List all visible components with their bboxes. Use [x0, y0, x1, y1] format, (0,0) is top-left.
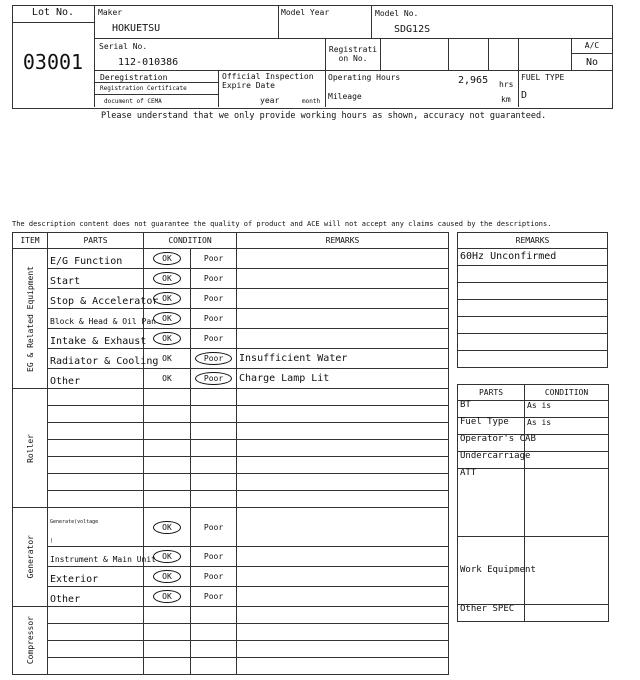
notice-description: The description content does not guarantee the quality of product and ACE will not accept any claims caused by the descriptions. — [12, 220, 552, 228]
part-label: Radiator & Cooling — [50, 356, 159, 367]
blank-cell — [48, 607, 144, 624]
table-row — [13, 508, 449, 547]
parts-row — [458, 418, 609, 435]
table-row — [13, 406, 449, 423]
blank-cell — [144, 607, 191, 624]
section-cell — [13, 249, 48, 389]
parts-row — [458, 435, 609, 452]
table-row — [13, 440, 449, 457]
part-cell — [48, 349, 159, 369]
maker-label: Maker — [98, 8, 123, 17]
table-row — [13, 329, 449, 349]
blank-cell — [191, 491, 237, 508]
parts-box-part: Undercarriage — [458, 452, 525, 469]
table-row — [13, 349, 449, 369]
condition-header: CONDITION — [144, 233, 237, 249]
poor-option[interactable]: Poor — [203, 254, 224, 263]
section-label: Compressor — [25, 616, 35, 665]
part-cell — [48, 289, 159, 309]
remarks-row — [458, 317, 608, 334]
parts-box-part: ATT — [458, 469, 525, 537]
ok-cell[interactable] — [144, 508, 191, 547]
blank-cell — [48, 389, 144, 406]
ok-cell[interactable] — [144, 567, 191, 587]
blank-cell — [191, 423, 237, 440]
part-label: Other — [50, 594, 81, 605]
model-no-label: Model No. — [375, 9, 419, 18]
table-row — [13, 641, 449, 658]
part-label: Other — [50, 376, 81, 387]
remarks-row — [458, 283, 608, 300]
remark-cell — [237, 309, 449, 329]
poor-option[interactable]: Poor — [195, 352, 232, 365]
parts-row — [458, 452, 609, 469]
poor-cell[interactable] — [191, 309, 237, 329]
ac-label: A/C — [584, 41, 600, 50]
reg-box-divider-4 — [518, 38, 519, 70]
table-row — [13, 309, 449, 329]
main-table — [12, 232, 449, 675]
part-cell — [48, 587, 144, 607]
model-year-label: Model Year — [281, 8, 330, 17]
parts-box-condition — [525, 605, 609, 622]
hrs-label: hrs — [499, 80, 514, 89]
poor-cell[interactable] — [191, 567, 237, 587]
part-cell — [48, 508, 144, 547]
poor-option[interactable]: Poor — [203, 552, 224, 561]
lot-value: 03001 — [22, 50, 84, 74]
poor-option[interactable]: Poor — [203, 522, 224, 532]
parts-box-condition: As is — [525, 418, 609, 435]
remarks-line: 60Hz Unconfirmed — [458, 249, 608, 266]
ok-option[interactable]: OK — [153, 252, 181, 265]
remark-cell — [237, 249, 449, 269]
operating-hours-label: Operating Hours — [328, 73, 401, 82]
parts-box-part: Fuel Type — [458, 418, 525, 435]
parts-box-condition — [525, 537, 609, 605]
remarks-line — [458, 266, 608, 283]
fuel-type-label: FUEL TYPE — [521, 73, 565, 82]
parts-box — [457, 384, 609, 622]
year-divider — [371, 5, 372, 38]
remark-cell — [237, 349, 449, 369]
ok-option[interactable]: OK — [153, 590, 181, 603]
blank-cell — [48, 440, 144, 457]
blank-cell — [191, 607, 237, 624]
ok-option[interactable]: OK — [153, 570, 181, 583]
parts-box-part: Operator's CAB — [458, 435, 525, 452]
ac-value: No — [585, 57, 599, 68]
ok-option[interactable]: OK — [153, 332, 181, 345]
remarks-line — [458, 351, 608, 368]
lot-label: Lot No. — [31, 7, 75, 18]
blank-cell — [237, 624, 449, 641]
maker-value: HOKUETSU — [112, 23, 161, 34]
part-label: Generate(voltage ) — [50, 519, 99, 544]
blank-cell — [237, 474, 449, 491]
maker-divider — [278, 5, 279, 38]
remark-cell — [237, 329, 449, 349]
table-row — [13, 607, 449, 624]
blank-cell — [144, 440, 191, 457]
parts-box-parts-header: PARTS — [458, 385, 525, 401]
section-label: Roller — [25, 433, 35, 463]
poor-cell[interactable] — [191, 329, 237, 349]
remark-text: Insufficient Water — [239, 352, 348, 364]
blank-cell — [48, 457, 144, 474]
blank-cell — [191, 457, 237, 474]
parts-box-part: Other SPEC — [458, 605, 525, 622]
ok-option[interactable]: OK — [162, 354, 172, 363]
dereg-line-1 — [95, 82, 218, 83]
ok-cell[interactable] — [144, 249, 191, 269]
ac-mid — [571, 53, 612, 54]
mileage-label: Mileage — [328, 92, 362, 101]
serial-label: Serial No. — [99, 42, 148, 51]
table-row — [13, 369, 449, 389]
ok-option[interactable]: OK — [153, 312, 181, 325]
remarks-row — [458, 249, 608, 266]
reg-box-divider-3 — [488, 38, 489, 70]
remarks-row — [458, 334, 608, 351]
ok-option[interactable]: OK — [153, 272, 181, 285]
table-row — [13, 423, 449, 440]
remark-cell — [237, 289, 449, 309]
poor-cell[interactable] — [191, 547, 237, 567]
fuel-divider — [518, 70, 519, 107]
blank-cell — [144, 389, 191, 406]
ok-cell[interactable] — [144, 587, 191, 607]
section-cell — [13, 508, 48, 607]
table-row — [13, 457, 449, 474]
remark-cell — [237, 369, 449, 389]
parts-row — [458, 605, 609, 622]
remark-cell — [237, 269, 449, 289]
parts-box-condition — [525, 435, 609, 452]
parts-box-condition — [525, 452, 609, 469]
remarks-line — [458, 300, 608, 317]
table-row — [13, 658, 449, 675]
table-row — [13, 491, 449, 508]
part-label: E/G Function — [50, 256, 123, 267]
ok-option[interactable]: OK — [162, 374, 172, 383]
reg-box-divider-1 — [380, 38, 381, 70]
blank-cell — [191, 624, 237, 641]
inspection-label: Official Inspection Expire Date — [222, 72, 314, 90]
remarks-row — [458, 300, 608, 317]
part-cell — [48, 309, 156, 329]
part-label: Intake & Exhaust — [50, 336, 147, 347]
table-row — [13, 587, 449, 607]
poor-cell[interactable] — [191, 269, 237, 289]
blank-cell — [48, 491, 144, 508]
ok-cell[interactable] — [144, 329, 191, 349]
km-label: km — [501, 95, 511, 104]
blank-cell — [48, 423, 144, 440]
blank-cell — [144, 641, 191, 658]
poor-option[interactable]: Poor — [203, 294, 224, 303]
poor-option[interactable]: Poor — [203, 592, 224, 601]
poor-option[interactable]: Poor — [203, 572, 224, 581]
ok-cell[interactable] — [144, 269, 191, 289]
parts-box-condition-header: CONDITION — [525, 385, 609, 401]
parts-row — [458, 537, 609, 605]
blank-cell — [237, 423, 449, 440]
remarks-line — [458, 317, 608, 334]
blank-cell — [237, 406, 449, 423]
poor-cell[interactable] — [191, 587, 237, 607]
poor-cell[interactable] — [191, 508, 237, 547]
blank-cell — [191, 389, 237, 406]
poor-option[interactable]: Poor — [203, 274, 224, 283]
table-row — [13, 474, 449, 491]
remarks-line — [458, 283, 608, 300]
parts-box-condition: As is — [525, 401, 609, 418]
blank-cell — [237, 658, 449, 675]
blank-cell — [144, 474, 191, 491]
part-cell — [48, 329, 147, 349]
remark-text: Charge Lamp Lit — [239, 372, 330, 384]
part-label: Instrument & Main Unit — [50, 555, 156, 564]
blank-cell — [144, 423, 191, 440]
reg-cert-label: Registration Certificate — [100, 85, 187, 92]
table-row — [13, 269, 449, 289]
blank-cell — [237, 457, 449, 474]
parts-header: PARTS — [48, 233, 144, 249]
blank-cell — [191, 641, 237, 658]
remarks-box — [457, 232, 608, 368]
table-row — [13, 249, 449, 269]
blank-cell — [144, 491, 191, 508]
blank-cell — [48, 641, 144, 658]
month-label: month — [302, 98, 321, 105]
remark-cell — [237, 547, 449, 567]
dereg-line-2 — [95, 94, 218, 95]
table-row — [13, 389, 449, 406]
parts-row — [458, 401, 609, 418]
parts-row — [458, 469, 609, 537]
part-cell — [48, 369, 144, 389]
table-row — [13, 289, 449, 309]
table-row — [13, 547, 449, 567]
doc-cema-label: document of CEMA — [104, 98, 162, 105]
fuel-type-value: D — [521, 90, 528, 101]
blank-cell — [144, 658, 191, 675]
blank-cell — [191, 406, 237, 423]
item-header: ITEM — [13, 233, 48, 249]
serial-value: 112-010386 — [118, 57, 179, 68]
table-row — [13, 567, 449, 587]
registration-label: Registrati on No. — [328, 45, 378, 63]
blank-cell — [191, 440, 237, 457]
blank-cell — [144, 624, 191, 641]
part-label: Exterior — [50, 574, 99, 585]
ok-option[interactable]: OK — [153, 521, 181, 534]
blank-cell — [48, 658, 144, 675]
blank-cell — [144, 457, 191, 474]
part-cell — [48, 249, 144, 269]
operating-hours-value: 2,965 — [458, 75, 489, 86]
poor-cell[interactable] — [191, 369, 237, 389]
row2-bottom — [95, 70, 325, 71]
poor-cell[interactable] — [191, 249, 237, 269]
notice-hours: Please understand that we only provide working hours as shown, accuracy not guaranteed. — [101, 111, 547, 121]
poor-option[interactable]: Poor — [203, 314, 224, 323]
year-label: year — [260, 96, 280, 105]
section-cell — [13, 607, 48, 675]
remarks-row — [458, 351, 608, 368]
remark-cell — [237, 508, 449, 547]
poor-cell[interactable] — [191, 289, 237, 309]
ok-option[interactable]: OK — [153, 292, 181, 305]
blank-cell — [191, 474, 237, 491]
blank-cell — [48, 624, 144, 641]
blank-cell — [48, 406, 144, 423]
parts-box-part: Work Equipment — [458, 537, 525, 605]
remarks-header: REMARKS — [237, 233, 449, 249]
blank-cell — [237, 607, 449, 624]
section-label: Generator — [25, 535, 35, 579]
reg-box-divider-2 — [448, 38, 449, 70]
remarks-box-header: REMARKS — [458, 233, 608, 249]
blank-cell — [191, 658, 237, 675]
blank-cell — [237, 389, 449, 406]
parts-box-condition — [525, 469, 609, 537]
part-label: Start — [50, 276, 81, 287]
reg-row-bottom — [325, 70, 612, 71]
parts-box-part: BT — [458, 401, 525, 418]
dereg-divider — [218, 70, 219, 107]
remarks-row — [458, 266, 608, 283]
blank-cell — [144, 406, 191, 423]
blank-cell — [237, 440, 449, 457]
table-row — [13, 624, 449, 641]
part-label: Stop & Accelerator — [50, 296, 159, 307]
poor-option[interactable]: Poor — [203, 334, 224, 343]
part-cell — [48, 269, 144, 289]
deregistration-label: Deregistration — [100, 73, 168, 82]
part-cell — [48, 567, 144, 587]
model-no-value: SDG12S — [394, 24, 431, 35]
ok-cell[interactable] — [144, 369, 191, 389]
part-label: Block & Head & Oil Pan — [50, 317, 156, 326]
section-cell — [13, 389, 48, 508]
poor-cell[interactable] — [191, 349, 237, 369]
row1-bottom — [95, 38, 612, 39]
blank-cell — [48, 474, 144, 491]
ok-option[interactable]: OK — [153, 550, 181, 563]
remarks-line — [458, 334, 608, 351]
blank-cell — [237, 641, 449, 658]
remark-cell — [237, 567, 449, 587]
part-cell — [48, 547, 156, 567]
blank-cell — [237, 491, 449, 508]
remark-cell — [237, 587, 449, 607]
section-label: EG & Related Equipment — [25, 265, 35, 372]
poor-option[interactable]: Poor — [195, 372, 232, 385]
